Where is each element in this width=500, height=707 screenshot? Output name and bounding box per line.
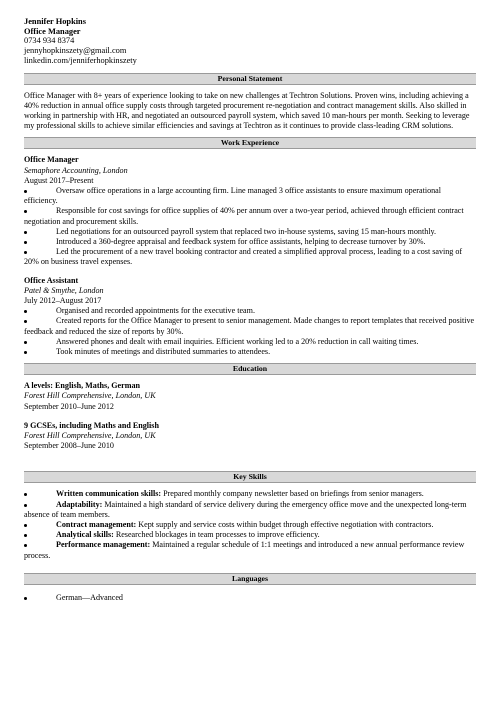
job-dates: August 2017–Present (24, 175, 94, 185)
skill-description: Kept supply and service costs within budget through effective negotiation with contractors. (136, 520, 434, 530)
contact-block (24, 17, 476, 66)
list-item (24, 237, 476, 247)
list-item (24, 316, 476, 336)
bullet-text: Created reports for the Office Manager to present to senior management. Made changes to report templates that received positive feedback and reduced the size of reports by 30%. (24, 316, 475, 336)
list-item (24, 337, 476, 347)
skill-description: Prepared monthly company newsletter based on briefings from senior managers. (161, 489, 424, 499)
education-entry (24, 421, 476, 452)
bullet-icon (24, 351, 27, 354)
bullet-text: Organised and recorded appointments for the executive team. (56, 306, 255, 316)
list-item (24, 186, 476, 206)
skill-label: Performance management: (56, 540, 151, 550)
skill-description: Maintained a regular schedule of 1:1 meetings and introduced a new annual performance review process. (24, 540, 465, 560)
bullet-icon (24, 341, 27, 344)
skills-list (24, 489, 476, 560)
bullet-icon (24, 231, 27, 234)
list-item (24, 306, 476, 316)
education-dates: September 2010–June 2012 (24, 401, 114, 411)
bullet-icon (24, 597, 27, 600)
job-company: Patel & Smythe, London (24, 285, 104, 295)
qualification: 9 GCSEs, including Maths and English (24, 420, 159, 430)
bullet-text: Responsible for cost savings for office supplies of 40% per annum over a two-year period, achieved through efficient contract negotiation and procurement skills. (24, 206, 464, 226)
skill-text (24, 530, 476, 540)
job-bullets (24, 306, 476, 357)
list-item (24, 520, 476, 530)
candidate-title: Office Manager (24, 26, 81, 36)
bullet-text: Led negotiations for an outsourced payroll system that replaced two in-house systems, saving 15 man-hours monthly. (56, 226, 437, 236)
section-heading-education: Education (24, 363, 476, 375)
bullet-icon (24, 241, 27, 244)
list-item (24, 489, 476, 499)
school: Forest Hill Comprehensive, London, UK (24, 391, 156, 401)
qualification: A levels: English, Maths, German (24, 381, 141, 391)
phone-number: 0734 934 8374 (24, 36, 75, 46)
bullet-text: Introduced a 360-degree appraisal and feedback system for office assistants, helping to decrease turnover by 30%. (56, 236, 426, 246)
section-heading-languages: Languages (24, 573, 476, 585)
list-item (24, 206, 476, 226)
bullet-text: Answered phones and dealt with email inquiries. Efficient working led to a 20% reduction in call waiting times. (56, 336, 419, 346)
email-address: jennyhopkinszety@gmail.com (24, 46, 127, 56)
job-dates: July 2012–August 2017 (24, 295, 102, 305)
language-text: German—Advanced (56, 592, 123, 602)
list-item (24, 347, 476, 357)
bullet-icon (24, 190, 27, 193)
section-heading-key-skills: Key Skills (24, 471, 476, 483)
bullet-text: Led the procurement of a new travel booking contractor and created a simplified approval process, leading to a cost saving of 20% on business travel expenses. (24, 247, 463, 267)
bullet-text: Took minutes of meetings and distributed summaries to attendees. (56, 346, 271, 356)
job-entry (24, 276, 476, 358)
education-entry (24, 381, 476, 412)
list-item (24, 530, 476, 540)
job-bullets (24, 186, 476, 268)
list-item (24, 593, 476, 603)
skill-label: Analytical skills: (56, 530, 114, 540)
list-item (24, 227, 476, 237)
resume-page (24, 17, 476, 603)
linkedin-url: linkedin.com/jenniferhopkinszety (24, 55, 137, 65)
job-role: Office Assistant (24, 275, 79, 285)
skill-description: Maintained a high standard of service delivery during the emergency office move and the unexpected long-term absence of team members. (24, 499, 467, 519)
bullet-icon (24, 524, 27, 527)
job-company: Semaphore Accounting, London (24, 165, 128, 175)
school: Forest Hill Comprehensive, London, UK (24, 431, 156, 440)
skill-label: Adaptability: (56, 499, 103, 509)
skill-text (24, 489, 476, 499)
list-item (24, 500, 476, 520)
skill-label: Contract management: (56, 520, 137, 530)
personal-statement-text: Office Manager with 8+ years of experience looking to take on new challenges at Techtron Solutions. Proven wins, including achieving a 40% reduction in annual office supply costs through targeted procurement re-negotiation and contract management skills. Also skilled in working in partnership with HR, and negotiated an outsourced payroll system, which saved 10 man-hours per month. Seeking to leverage my professional skills to achieve similar efficiencies and savings at Techtron as it continues to provide class-leading CRM solutions. (24, 90, 470, 131)
candidate-name: Jennifer Hopkins (24, 17, 86, 26)
skill-label: Written communication skills: (56, 489, 162, 499)
languages-list (24, 593, 476, 603)
education-dates: September 2008–June 2010 (24, 441, 114, 451)
skill-description: Researched blockages in team processes to improve efficiency. (113, 530, 320, 540)
job-role: Office Manager (24, 155, 79, 165)
section-heading-personal-statement: Personal Statement (24, 73, 476, 85)
section-heading-work-experience: Work Experience (24, 137, 476, 149)
list-item (24, 540, 476, 560)
skill-text (24, 540, 476, 560)
list-item (24, 247, 476, 267)
skill-text (24, 520, 476, 530)
skill-text (24, 500, 476, 520)
bullet-text: Oversaw office operations in a large accounting firm. Line managed 3 office assistants to ensure maximum operational efficiency. (24, 185, 442, 206)
job-entry (24, 155, 476, 267)
bullet-icon (24, 504, 27, 507)
